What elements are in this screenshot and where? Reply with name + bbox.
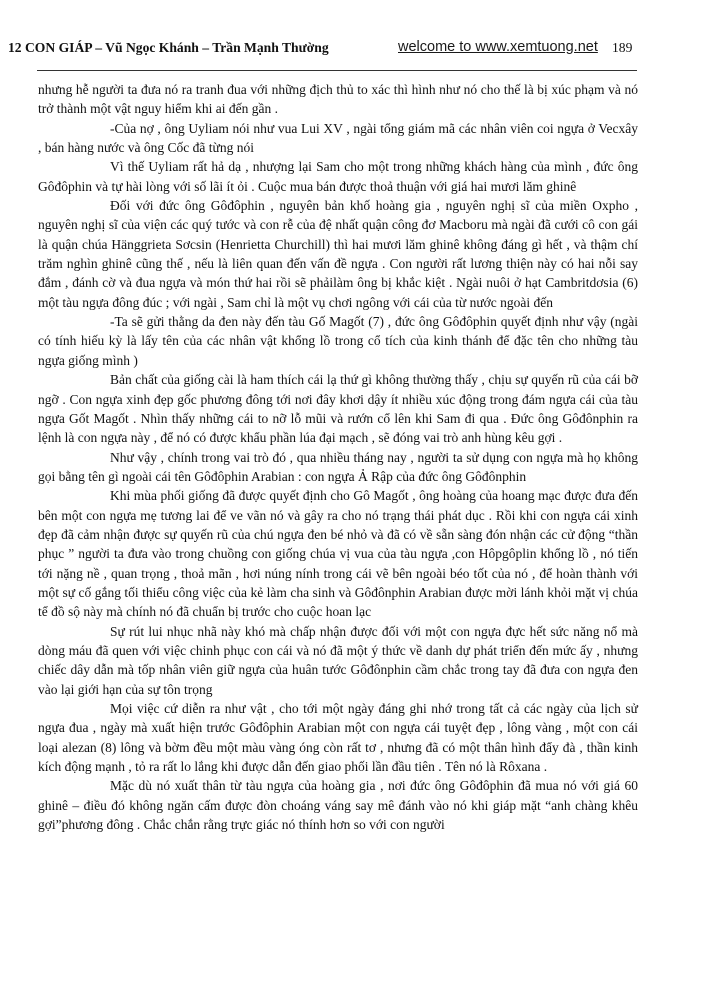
paragraph: -Của nợ , ông Uyliam nói như vua Lui XV , ngài tổng giám mã các nhân viên coi ngựa ở Vecxây , bán hàng nước và ông Cốc đã từng nói	[38, 120, 638, 156]
paragraph: Bản chất của giống cài là ham thích cái lạ thứ gì không thường thấy , chịu sự quyến rũ của cái bỡ ngỡ . Con ngựa xinh đẹp gốc phương đông tới nơi đây khơi dậy ít nhiều xúc động trong đám ngựa cái của tàu ngựa Gốt Magốt . Nhìn thấy những cái to nỡ lỗ mũi và rướn cổ lên khi Sam đi qua . Đức ông Gôđônphin ra lệnh là con ngựa này , để nó có được khẩu phần lúa đại mạch , sẽ đóng vai trò anh hùng kêu gợi .	[38, 372, 638, 446]
paragraph: nhưng hễ người ta đưa nó ra tranh đua với những địch thủ to xác thì hình như nó cho thế là bị xúc phạm và nó trở thành một vật nguy hiểm khi ai đến gần .	[38, 82, 638, 117]
book-title: 12 CON GIÁP – Vũ Ngọc Khánh – Trần Mạnh Thường	[8, 40, 329, 55]
header-divider	[37, 70, 637, 71]
website-link[interactable]: welcome to www.xemtuong.net	[398, 39, 598, 55]
page-number: 189	[612, 40, 633, 55]
paragraph: Đối với đức ông Gôđôphin , nguyên bản khố hoàng gia , nguyên nghị sĩ của miền Oxpho , nguyên nghị sĩ của viện các quý tước và con rễ của đệ nhất quận công đơ Macboru mà ngài đã cưới cô con gái là quận chúa Hänggrieta Sơcsin (Henrietta Churchill) thì hai mươi lăm ghinê không đáng gì hết , và thậm chí trăm nghìn ghinê cũng thế , nếu là liên quan đến vấn đề ngựa . Con người rất lương thiện này có hai nỗi say đắm , đánh cờ và đua ngựa và món thứ hai rồi sẽ phảilàm ông bị khắc kiệt . Ngài nuôi ở hạt Cambritdơsia (6) một tàu ngựa đông đúc ; với ngài , Sam chỉ là một vụ chơi ngông với cái của từ nước ngoài đến	[38, 198, 638, 310]
paragraph: Mọi việc cứ diễn ra như vật , cho tới một ngày đáng ghi nhớ trong tất cả các ngày của lịch sử ngựa đua , ngày mà xuất hiện trước Gôđôphin Arabian một con ngựa cái tuyệt đẹp , lông vàng , một con cái loại alezan (8) lông và bờm đều một màu vàng óng còn rất tơ , nhưng đã có một thân hình đẩy đà , thần kinh kích động mạnh , tỏ ra rất lo lắng khi được dẫn đến giao phối lần đầu tiên . Tên nó là Rôxana .	[38, 701, 638, 775]
paragraph: Sự rút lui nhục nhã này khó mà chấp nhận được đối với một con ngựa đực hết sức năng nổ mà dòng máu đã quen với việc chinh phục con cái và nó đã một ý thức về danh dự phát triển đến mức ấy , nhưng chiếc dây dẫn mà tốp nhân viên giữ ngựa của huân tước Gôđônphin cầm chắc trong tay đã đưa con ngựa đen vào lại giới hạn của sự tôn trọng	[38, 623, 638, 697]
page-header	[0, 36, 702, 60]
paragraph: -Ta sẽ gửi thằng da đen này đến tàu Gố Magốt (7) , đức ông Gôđôphin quyết định như vậy (ngài có tính hiếu kỳ là lấy tên của các nhân vật khổng lồ trong cổ tích của kinh thánh để đặc tên cho những tàu ngựa giống mình )	[38, 314, 638, 368]
document-body	[38, 80, 638, 834]
paragraph: Mặc dù nó xuất thân từ tàu ngựa của hoàng gia , nơi đức ông Gôđôphin đã mua nó với giá 60 ghinê – điều đó không ngăn cấm được đòn choáng váng say mê đánh vào nó khi giáp mặt “anh chàng khêu gợi”phương đông . Chắc chắn rằng trực giác nó thính hơn so với con người	[38, 778, 638, 833]
paragraph: Vì thế Uyliam rất hả dạ , nhượng lại Sam cho một trong những khách hàng của mình , đức ông Gôđôphin và tự hài lòng với số lãi ít ỏi . Cuộc mua bán được thoả thuận với giá hai mươi lăm ghinê	[38, 159, 638, 194]
paragraph: Như vậy , chính trong vai trò đó , qua nhiều tháng nay , người ta sử dụng con ngựa mà họ không gọi bằng tên gì ngoài cái tên Gôđôphin Arabian : con ngựa Ả Rập của đức ông Gôđônphin	[38, 449, 638, 484]
paragraph: Khi mùa phối giống đã được quyết định cho Gô Magốt , ông hoàng của hoang mạc được đưa đến bên một con ngựa mẹ tương lai để ve vãn nó và gây ra cho nó trạng thái phát dục . Rồi khi con ngựa cái xinh đẹp đã cảm nhận được sự quyến rũ của chú ngựa đen bé nhỏ và đã có về sẵn sàng đón nhận các cử động “thần phục ” người ta đưa vào trong chuồng con giống chúa vị vua của tàu ngựa ,con Hôpgôplin khổng lồ , nó tiến tới nặng nề , quan trọng , thoả mãn , hơi núng nính trong cái vẽ bên ngoài béo tốt của nó , để hoàn thành với một sự cố gắng tối thiểu công việc của kẻ làm cha sinh và Gôđônphin Arabian được mời lánh khỏi mặt vị chúa tể đồ sộ này mà chính nó đã chuẩn bị trước cho cuộc hoan lạc	[38, 488, 638, 620]
